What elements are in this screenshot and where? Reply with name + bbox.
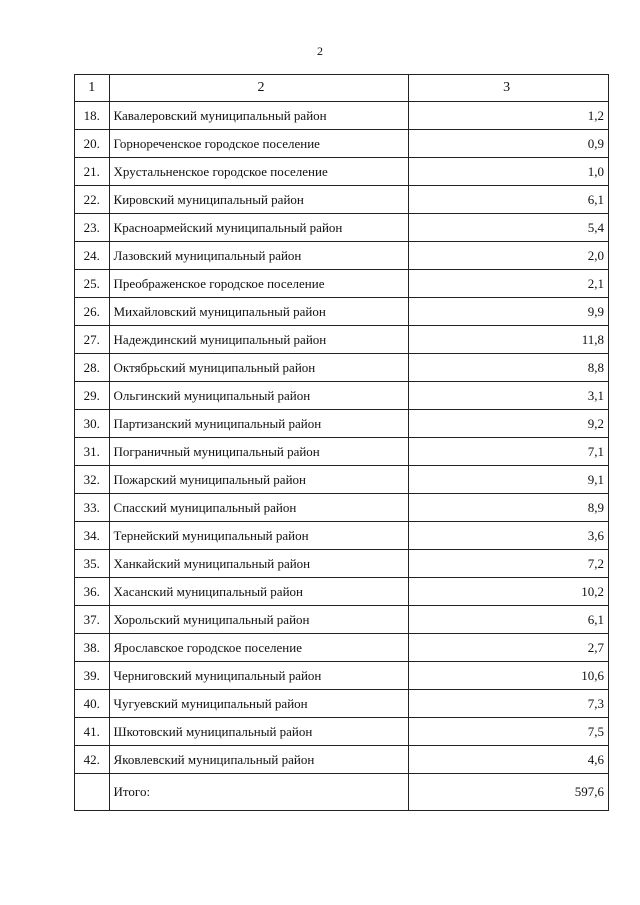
- table-row: [75, 550, 609, 578]
- row-value: 7,1: [409, 438, 609, 466]
- row-name: Тернейский муниципальный район: [109, 522, 409, 550]
- table-row: [75, 242, 609, 270]
- row-number: 38.: [75, 634, 110, 662]
- table-row: [75, 466, 609, 494]
- table-row: [75, 326, 609, 354]
- row-value: 10,6: [409, 662, 609, 690]
- row-value: 2,7: [409, 634, 609, 662]
- row-name: Пожарский муниципальный район: [109, 466, 409, 494]
- table-row: [75, 158, 609, 186]
- row-number: 20.: [75, 130, 110, 158]
- row-number: 22.: [75, 186, 110, 214]
- row-name: Горнореченское городское поселение: [109, 130, 409, 158]
- table-header-row: [75, 75, 609, 102]
- row-name: Кавалеровский муниципальный район: [109, 102, 409, 130]
- row-value: 7,5: [409, 718, 609, 746]
- row-number: 21.: [75, 158, 110, 186]
- row-number: 41.: [75, 718, 110, 746]
- row-number: 30.: [75, 410, 110, 438]
- header-col-1: 1: [75, 75, 110, 102]
- table-row: [75, 494, 609, 522]
- row-number: 23.: [75, 214, 110, 242]
- row-number: 42.: [75, 746, 110, 774]
- row-name: Михайловский муниципальный район: [109, 298, 409, 326]
- table-row: [75, 298, 609, 326]
- table-row: [75, 438, 609, 466]
- row-number: 31.: [75, 438, 110, 466]
- total-label: Итого:: [109, 774, 409, 811]
- row-name: Красноармейский муниципальный район: [109, 214, 409, 242]
- row-name: Шкотовский муниципальный район: [109, 718, 409, 746]
- row-value: 4,6: [409, 746, 609, 774]
- row-name: Ярославское городское поселение: [109, 634, 409, 662]
- row-number: 37.: [75, 606, 110, 634]
- row-number: 26.: [75, 298, 110, 326]
- row-value: 10,2: [409, 578, 609, 606]
- row-name: Черниговский муниципальный район: [109, 662, 409, 690]
- table-row: [75, 354, 609, 382]
- row-value: 0,9: [409, 130, 609, 158]
- row-value: 8,8: [409, 354, 609, 382]
- row-value: 8,9: [409, 494, 609, 522]
- table-row: [75, 578, 609, 606]
- distribution-table: [74, 74, 609, 811]
- table-row: [75, 690, 609, 718]
- row-value: 1,2: [409, 102, 609, 130]
- table-body: [75, 102, 609, 774]
- row-number: 25.: [75, 270, 110, 298]
- header-col-3: 3: [409, 75, 609, 102]
- row-value: 7,2: [409, 550, 609, 578]
- table-row: [75, 606, 609, 634]
- row-number: 39.: [75, 662, 110, 690]
- row-value: 9,9: [409, 298, 609, 326]
- table-row: [75, 382, 609, 410]
- row-value: 7,3: [409, 690, 609, 718]
- row-number: 40.: [75, 690, 110, 718]
- row-value: 2,1: [409, 270, 609, 298]
- row-name: Ханкайский муниципальный район: [109, 550, 409, 578]
- table-row: [75, 214, 609, 242]
- table-row: [75, 410, 609, 438]
- row-name: Хорольский муниципальный район: [109, 606, 409, 634]
- row-number: 36.: [75, 578, 110, 606]
- row-name: Яковлевский муниципальный район: [109, 746, 409, 774]
- table-row: [75, 634, 609, 662]
- row-name: Хасанский муниципальный район: [109, 578, 409, 606]
- table-row: [75, 522, 609, 550]
- row-value: 6,1: [409, 186, 609, 214]
- row-number: 33.: [75, 494, 110, 522]
- row-number: 29.: [75, 382, 110, 410]
- total-num: [75, 774, 110, 811]
- row-name: Хрустальненское городское поселение: [109, 158, 409, 186]
- table-row: [75, 186, 609, 214]
- row-number: 18.: [75, 102, 110, 130]
- row-value: 6,1: [409, 606, 609, 634]
- row-name: Пограничный муниципальный район: [109, 438, 409, 466]
- row-name: Октябрьский муниципальный район: [109, 354, 409, 382]
- row-value: 3,6: [409, 522, 609, 550]
- row-value: 11,8: [409, 326, 609, 354]
- header-col-2: 2: [109, 75, 409, 102]
- table-row: [75, 746, 609, 774]
- row-name: Чугуевский муниципальный район: [109, 690, 409, 718]
- page-number: 2: [317, 44, 323, 58]
- row-value: 9,1: [409, 466, 609, 494]
- row-name: Спасский муниципальный район: [109, 494, 409, 522]
- row-name: Надеждинский муниципальный район: [109, 326, 409, 354]
- row-number: 28.: [75, 354, 110, 382]
- row-name: Преображенское городское поселение: [109, 270, 409, 298]
- row-name: Лазовский муниципальный район: [109, 242, 409, 270]
- table-row: [75, 130, 609, 158]
- row-value: 5,4: [409, 214, 609, 242]
- row-value: 3,1: [409, 382, 609, 410]
- row-number: 24.: [75, 242, 110, 270]
- table-row: [75, 718, 609, 746]
- table-row: [75, 270, 609, 298]
- row-value: 1,0: [409, 158, 609, 186]
- row-number: 34.: [75, 522, 110, 550]
- row-value: 2,0: [409, 242, 609, 270]
- total-value: 597,6: [409, 774, 609, 811]
- table-row: [75, 102, 609, 130]
- row-value: 9,2: [409, 410, 609, 438]
- row-number: 32.: [75, 466, 110, 494]
- row-name: Кировский муниципальный район: [109, 186, 409, 214]
- row-name: Партизанский муниципальный район: [109, 410, 409, 438]
- row-number: 27.: [75, 326, 110, 354]
- total-row: [75, 774, 609, 811]
- row-number: 35.: [75, 550, 110, 578]
- table-row: [75, 662, 609, 690]
- row-name: Ольгинский муниципальный район: [109, 382, 409, 410]
